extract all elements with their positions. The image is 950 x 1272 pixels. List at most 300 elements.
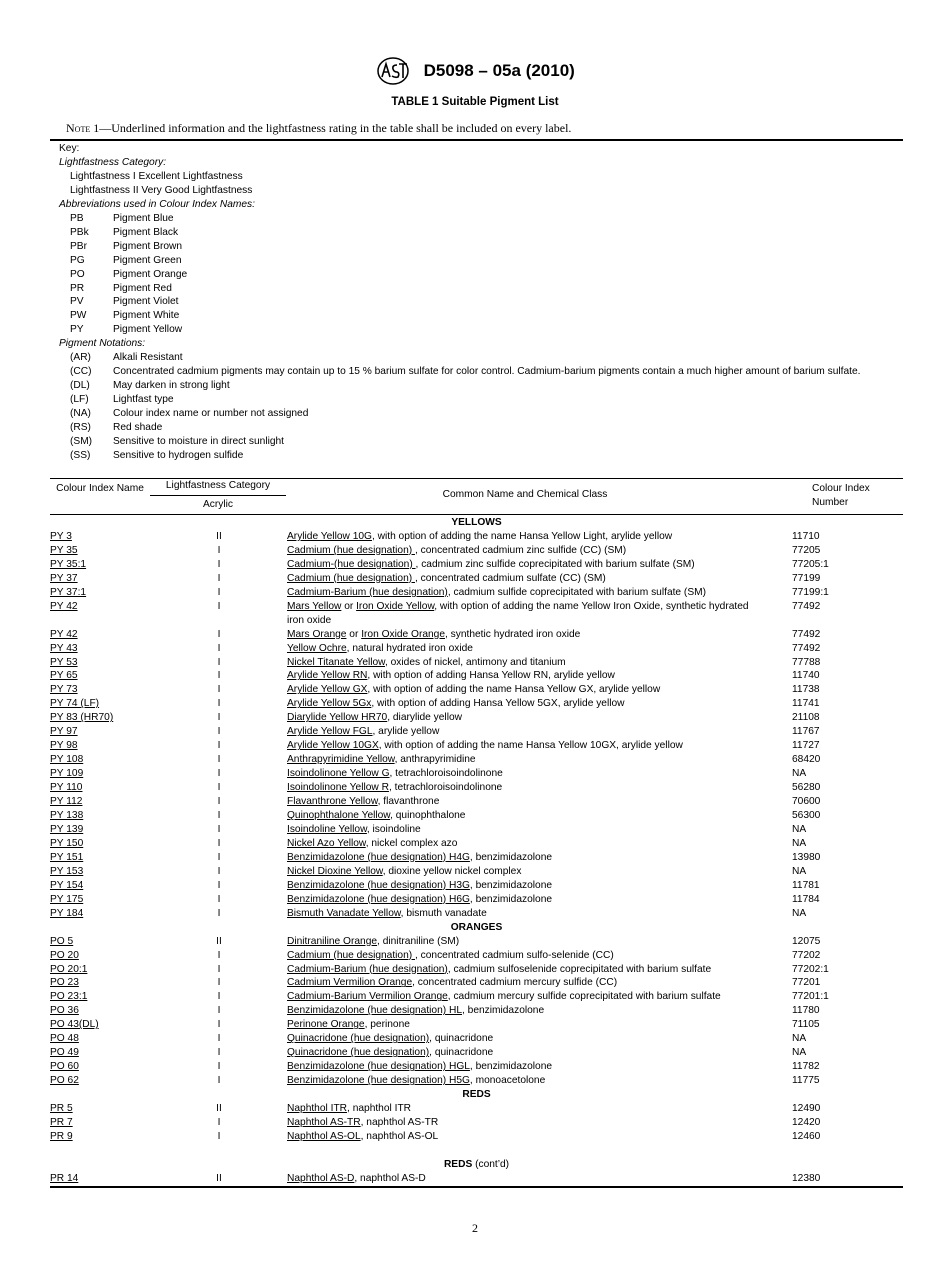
table-row xyxy=(50,711,903,725)
lightfastness-item: Lightfastness I Excellent Lightfastness xyxy=(70,170,243,182)
common-name-cell xyxy=(278,683,764,697)
lightfastness-category: I xyxy=(217,1130,221,1142)
table-row xyxy=(50,1116,903,1130)
table-row xyxy=(50,1102,903,1116)
common-name: Diarylide Yellow HR70 xyxy=(287,712,388,724)
lightfastness-category: I xyxy=(217,572,221,584)
colour-index-name: PR 5 xyxy=(50,1103,73,1115)
lightfastness-category: I xyxy=(217,851,221,863)
table-row xyxy=(50,725,903,739)
lightfastness-category: I xyxy=(217,544,221,556)
common-name: Cadmium Vermilion Orange xyxy=(287,977,413,989)
common-name: Arylide Yellow RN xyxy=(287,670,368,682)
lightfastness-item: Lightfastness II Very Good Lightfastness xyxy=(70,184,253,196)
chemical-class: , concentrated cadmium sulfate (CC) (SM) xyxy=(414,572,606,584)
colour-index-name: PY 42 xyxy=(50,600,78,612)
chemical-class: , benzimidazolone xyxy=(469,851,553,863)
header-bottom-rule xyxy=(50,514,903,515)
table-row xyxy=(50,907,903,921)
common-name: Benzimidazolone (hue designation) HL xyxy=(287,1005,462,1017)
table-title: TABLE 1 Suitable Pigment List xyxy=(391,96,559,108)
colour-index-number: 11738 xyxy=(792,684,820,696)
common-name: Arylide Yellow GX xyxy=(287,684,368,696)
colour-index-name: PY 150 xyxy=(50,837,84,849)
chemical-class: , naphthol AS-TR xyxy=(360,1116,439,1128)
chemical-class: , arylide yellow xyxy=(372,726,440,738)
colour-index-name: PY 65 xyxy=(50,670,78,682)
colour-index-name: PY 83 (HR70) xyxy=(50,712,114,724)
common-name-cell xyxy=(278,837,764,851)
common-name-cell xyxy=(278,865,764,879)
page-number: 2 xyxy=(472,1221,478,1235)
document-header xyxy=(0,56,950,86)
colour-index-name: PO 5 xyxy=(50,935,74,947)
notation-text: Sensitive to hydrogen sulfide xyxy=(113,449,244,461)
lightfastness-category: I xyxy=(217,949,221,961)
common-name-cell xyxy=(278,600,764,628)
common-name: Mars Yellow xyxy=(287,600,342,612)
abbreviation-code: PW xyxy=(70,310,87,322)
notation-code: (SM) xyxy=(70,436,93,448)
col-header-colour-index-number: Colour Index Number xyxy=(812,483,870,508)
chemical-class: , with option of adding the name Hansa Yellow 10GX, arylide yellow xyxy=(378,740,683,752)
common-name-cell xyxy=(278,976,764,990)
colour-index-number: 68420 xyxy=(792,754,821,766)
lightfastness-category: I xyxy=(217,963,221,975)
common-name: Naphthol AS-OL xyxy=(287,1130,361,1142)
common-name-cell xyxy=(278,697,764,711)
table-row xyxy=(50,628,903,642)
notation-code: (LF) xyxy=(70,394,89,406)
common-name: Perinone Orange xyxy=(287,1019,365,1031)
colour-index-number: 11780 xyxy=(792,1005,820,1017)
colour-index-name: PY 98 xyxy=(50,740,78,752)
table-note xyxy=(66,121,571,136)
note-text: —Underlined information and the lightfastness rating in the table shall be included on every label. xyxy=(99,121,572,135)
colour-index-number: NA xyxy=(792,1033,807,1045)
section-heading xyxy=(50,1088,903,1102)
common-name-cell xyxy=(278,851,764,865)
table-row xyxy=(50,1060,903,1074)
colour-index-name: PO 23 xyxy=(50,977,79,989)
col-header-acrylic: Acrylic xyxy=(203,499,233,510)
lightfastness-category: I xyxy=(217,837,221,849)
lightfastness-category: I xyxy=(217,600,221,612)
colour-index-number: 11740 xyxy=(792,670,820,682)
chemical-class: , concentrated cadmium sulfo-selenide (CC) xyxy=(414,949,614,961)
chemical-class: , monoacetolone xyxy=(469,1075,546,1087)
abbreviation-text: Pigment Green xyxy=(113,254,182,266)
notation-text: Concentrated cadmium pigments may contain up to 15 % barium sulfate for color control. Cadmium-barium pigments contain a much higher amount of barium sulfate. xyxy=(113,366,861,378)
common-name: Anthrapyrimidine Yellow xyxy=(287,754,395,766)
common-name: Benzimidazolone (hue designation) H5G xyxy=(287,1075,470,1087)
colour-index-number: 77492 xyxy=(792,628,821,640)
col-header-common-name: Common Name and Chemical Class xyxy=(442,489,608,500)
lightfastness-category: I xyxy=(217,628,221,640)
common-name-cell xyxy=(278,767,764,781)
section-title: REDS xyxy=(443,1158,473,1170)
abbreviation-row xyxy=(59,226,899,240)
chemical-class: , flavanthrone xyxy=(377,796,440,808)
common-name-cell xyxy=(278,1074,764,1088)
table-row xyxy=(50,656,903,670)
common-name: Cadmium-Barium Vermilion Orange xyxy=(287,991,448,1003)
common-name-cell xyxy=(278,739,764,753)
colour-index-name: PY 154 xyxy=(50,879,84,891)
common-name: Nickel Dioxine Yellow xyxy=(287,865,383,877)
colour-index-number: 11727 xyxy=(792,740,820,752)
chemical-class: , quinacridone xyxy=(429,1033,494,1045)
chemical-class: , with option of adding the name Yellow Iron Oxide, synthetic hydrated iron oxide xyxy=(287,600,749,626)
chemical-class: , natural hydrated iron oxide xyxy=(346,642,473,654)
abbreviation-code: PV xyxy=(70,296,84,308)
colour-index-number: 11767 xyxy=(792,726,820,738)
common-name-cell xyxy=(278,935,764,949)
lightfastness-category: I xyxy=(217,865,221,877)
colour-index-number: 77205:1 xyxy=(792,558,829,570)
notation-row xyxy=(59,379,899,393)
chemical-class: , naphthol AS-D xyxy=(354,1172,426,1184)
chemical-class: , naphthol AS-OL xyxy=(360,1130,439,1142)
lightfastness-category: I xyxy=(217,586,221,598)
table-row xyxy=(50,935,903,949)
abbreviation-text: Pigment Black xyxy=(113,226,179,238)
key-block xyxy=(59,142,899,463)
abbreviations-heading: Abbreviations used in Colour Index Names: xyxy=(59,198,255,210)
colour-index-number: 77205 xyxy=(792,544,821,556)
colour-index-number: NA xyxy=(792,1047,807,1059)
notation-row xyxy=(59,435,899,449)
chemical-class: , tetrachloroisoindolinone xyxy=(389,768,503,780)
colour-index-number: 12075 xyxy=(792,935,821,947)
notation-code: (CC) xyxy=(70,366,92,378)
lightfastness-category: I xyxy=(217,740,221,752)
colour-index-name: PY 175 xyxy=(50,893,84,905)
notation-code: (RS) xyxy=(70,422,91,434)
common-name-cell xyxy=(278,907,764,921)
notation-code: (NA) xyxy=(70,408,91,420)
lightfastness-category: II xyxy=(216,1172,222,1184)
chemical-class: , dioxine yellow nickel complex xyxy=(382,865,522,877)
common-name-cell xyxy=(278,949,764,963)
chemical-class: , with option of adding the name Hansa Yellow Light, arylide yellow xyxy=(371,530,673,542)
section-title: YELLOWS xyxy=(451,517,502,528)
col-header-lightfastness: Lightfastness Category xyxy=(165,480,271,491)
lightfastness-category: I xyxy=(217,823,221,835)
abbreviation-code: PBk xyxy=(70,226,89,238)
colour-index-name: PO 36 xyxy=(50,1005,79,1017)
common-name-cell xyxy=(278,879,764,893)
colour-index-number: 77492 xyxy=(792,642,821,654)
bottom-rule xyxy=(50,1186,903,1188)
colour-index-number: 11741 xyxy=(792,698,820,710)
notation-code: (AR) xyxy=(70,352,91,364)
colour-index-number: 77788 xyxy=(792,656,821,668)
colour-index-name: PR 7 xyxy=(50,1116,73,1128)
abbreviation-row xyxy=(59,295,899,309)
colour-index-number: NA xyxy=(792,768,807,780)
table-row xyxy=(50,753,903,767)
section-heading xyxy=(50,1158,903,1172)
abbreviation-row xyxy=(59,212,899,226)
chemical-class: , isoindoline xyxy=(366,823,421,835)
table-header xyxy=(50,480,903,514)
abbreviation-code: PY xyxy=(70,324,84,336)
notation-text: Red shade xyxy=(113,422,163,434)
common-name-cell xyxy=(278,1018,764,1032)
colour-index-name: PY 3 xyxy=(50,530,72,542)
notation-text: Alkali Resistant xyxy=(113,352,183,364)
colour-index-name: PY 153 xyxy=(50,865,84,877)
note-label: Note 1 xyxy=(66,121,100,135)
common-name-cell xyxy=(278,990,764,1004)
lightfastness-category: I xyxy=(217,907,221,919)
common-name: Naphthol AS-D xyxy=(287,1172,355,1184)
notation-text: May darken in strong light xyxy=(113,380,230,392)
colour-index-name: PY 138 xyxy=(50,810,84,822)
common-name: Mars Orange xyxy=(287,628,347,640)
abbreviation-row xyxy=(59,268,899,282)
abbreviation-row xyxy=(59,323,899,337)
abbreviations-list xyxy=(59,212,899,338)
colour-index-name: PO 49 xyxy=(50,1047,79,1059)
table-row xyxy=(50,669,903,683)
colour-index-name: PY 37:1 xyxy=(50,586,87,598)
colour-index-name: PO 48 xyxy=(50,1033,79,1045)
common-name-joiner: or xyxy=(346,628,362,640)
lightfastness-category: I xyxy=(217,1019,221,1031)
colour-index-name: PY 151 xyxy=(50,851,84,863)
common-name-cell xyxy=(278,711,764,725)
common-name: Nickel Azo Yellow xyxy=(287,837,366,849)
table-row xyxy=(50,1032,903,1046)
common-name-cell xyxy=(278,823,764,837)
abbreviation-code: PO xyxy=(70,268,85,280)
common-name: Benzimidazolone (hue designation) H6G xyxy=(287,893,470,905)
colour-index-name: PY 108 xyxy=(50,754,84,766)
table-row xyxy=(50,1130,903,1144)
table-row xyxy=(50,865,903,879)
table-row xyxy=(50,586,903,600)
common-name: Arylide Yellow 5Gx xyxy=(287,698,372,710)
common-name-cell xyxy=(278,795,764,809)
chemical-class: , cadmium sulfide coprecipitated with barium sulfate (SM) xyxy=(447,586,706,598)
notation-row xyxy=(59,449,899,463)
lightfastness-category: I xyxy=(217,670,221,682)
lightfastness-category: I xyxy=(217,1047,221,1059)
colour-index-name: PY 73 xyxy=(50,684,78,696)
table-row xyxy=(50,572,903,586)
common-name: Cadmium (hue designation) xyxy=(287,949,415,961)
lightfastness-category: I xyxy=(217,1116,221,1128)
colour-index-number: 12380 xyxy=(792,1172,821,1184)
common-name-cell xyxy=(278,781,764,795)
lightfastness-category: I xyxy=(217,893,221,905)
common-name: Quinacridone (hue designation) xyxy=(287,1033,430,1045)
section-suffix: (cont’d) xyxy=(472,1158,510,1170)
lightfastness-category: I xyxy=(217,726,221,738)
colour-index-name: PO 23:1 xyxy=(50,991,88,1003)
colour-index-name: PY 43 xyxy=(50,642,78,654)
colour-index-name: PY 97 xyxy=(50,726,78,738)
notation-text: Lightfast type xyxy=(113,394,174,406)
common-name-cell xyxy=(278,725,764,739)
colour-index-name: PY 53 xyxy=(50,656,78,668)
abbreviation-text: Pigment Red xyxy=(113,282,172,294)
abbreviation-text: Pigment Yellow xyxy=(113,324,183,336)
common-name: Bismuth Vanadate Yellow xyxy=(287,907,401,919)
abbreviation-row xyxy=(59,282,899,296)
common-name: Yellow Ochre xyxy=(287,642,347,654)
chemical-class: , cadmium sulfoselenide coprecipitated with barium sulfate xyxy=(447,963,712,975)
colour-index-name: PY 112 xyxy=(50,796,83,808)
table-row xyxy=(50,809,903,823)
lightfastness-category: I xyxy=(217,768,221,780)
common-name-cell xyxy=(278,586,764,600)
common-name: Cadmium-Barium (hue designation) xyxy=(287,586,448,598)
chemical-class: , benzimidazolone xyxy=(469,1061,553,1073)
abbreviation-code: PBr xyxy=(70,240,87,252)
table-row xyxy=(50,530,903,544)
standard-designation: D5098 – 05a (2010) xyxy=(423,61,575,80)
common-name: Cadmium (hue designation) xyxy=(287,544,415,556)
common-name: Cadmium-Barium (hue designation) xyxy=(287,963,448,975)
chemical-class: , synthetic hydrated iron oxide xyxy=(445,628,581,640)
abbreviation-row xyxy=(59,254,899,268)
common-name-cell xyxy=(278,1060,764,1074)
colour-index-number: 77199 xyxy=(792,572,821,584)
common-name-cell xyxy=(278,669,764,683)
top-rule xyxy=(50,139,903,141)
chemical-class: , diarylide yellow xyxy=(387,712,462,724)
notation-row xyxy=(59,407,899,421)
colour-index-number: 12420 xyxy=(792,1116,821,1128)
common-name-alt: Iron Oxide Orange xyxy=(361,628,445,640)
table-row xyxy=(50,558,903,572)
colour-index-name: PO 60 xyxy=(50,1061,79,1073)
colour-index-name: PO 20 xyxy=(50,949,79,961)
common-name-cell xyxy=(278,753,764,767)
table-row xyxy=(50,642,903,656)
colour-index-number: 77202:1 xyxy=(792,963,829,975)
common-name: Arylide Yellow FGL xyxy=(287,726,373,738)
common-name: Isoindolinone Yellow R xyxy=(287,782,389,794)
lightfastness-category: I xyxy=(217,810,221,822)
notations-list xyxy=(59,351,899,463)
abbreviation-row xyxy=(59,309,899,323)
lightfastness-category: I xyxy=(217,754,221,766)
chemical-class: , with option of adding the name Hansa Yellow GX, arylide yellow xyxy=(367,684,661,696)
table-row xyxy=(50,1018,903,1032)
colour-index-number: 12490 xyxy=(792,1103,821,1115)
table-row xyxy=(50,781,903,795)
colour-index-name: PY 139 xyxy=(50,823,84,835)
chemical-class: , benzimidazolone xyxy=(462,1005,545,1017)
lightfastness-category: I xyxy=(217,991,221,1003)
table-body xyxy=(50,516,903,1186)
common-name-cell xyxy=(278,1046,764,1060)
common-name: Naphthol AS-TR xyxy=(287,1116,361,1128)
table-row xyxy=(50,683,903,697)
common-name-cell xyxy=(278,530,764,544)
lightfastness-category: I xyxy=(217,977,221,989)
chemical-class: , naphthol ITR xyxy=(347,1103,412,1115)
common-name-cell xyxy=(278,1004,764,1018)
common-name: Benzimidazolone (hue designation) HGL xyxy=(287,1061,470,1073)
chemical-class: , perinone xyxy=(364,1019,410,1031)
colour-index-name: PO 62 xyxy=(50,1075,79,1087)
common-name: Dinitraniline Orange xyxy=(287,935,378,947)
colour-index-number: NA xyxy=(792,823,807,835)
chemical-class: , with option of adding Hansa Yellow 5GX, arylide yellow xyxy=(371,698,625,710)
colour-index-name: PY 35 xyxy=(50,544,78,556)
lightfastness-category: I xyxy=(217,782,221,794)
notation-code: (SS) xyxy=(70,449,91,461)
colour-index-number: NA xyxy=(792,865,807,877)
colour-index-name: PO 20:1 xyxy=(50,963,88,975)
abbreviation-text: Pigment Brown xyxy=(113,240,183,252)
notation-code: (DL) xyxy=(70,380,90,392)
table-row xyxy=(50,823,903,837)
colour-index-name: PO 43(DL) xyxy=(50,1019,99,1031)
abbreviation-text: Pigment White xyxy=(113,310,180,322)
chemical-class: , cadmium mercury sulfide coprecipitated with barium sulfate xyxy=(447,991,721,1003)
chemical-class: , bismuth vanadate xyxy=(400,907,487,919)
colour-index-number: 56280 xyxy=(792,782,821,794)
common-name-cell xyxy=(278,572,764,586)
table-row xyxy=(50,879,903,893)
common-name-cell xyxy=(278,628,764,642)
common-name: Arylide Yellow 10G xyxy=(287,530,372,542)
colour-index-name: PY 110 xyxy=(50,782,83,794)
chemical-class: , benzimidazolone xyxy=(469,893,553,905)
notation-row xyxy=(59,421,899,435)
table-row xyxy=(50,949,903,963)
abbreviation-code: PG xyxy=(70,254,85,266)
common-name-cell xyxy=(278,656,764,670)
common-name-cell xyxy=(278,893,764,907)
common-name-cell xyxy=(278,544,764,558)
table-row xyxy=(50,990,903,1004)
lightfastness-category: I xyxy=(217,642,221,654)
common-name-cell xyxy=(278,1102,764,1116)
colour-index-number: 21108 xyxy=(792,712,820,724)
astm-logo-icon xyxy=(375,56,411,86)
colour-index-number: 77492 xyxy=(792,600,821,612)
colour-index-number: 11775 xyxy=(792,1075,820,1087)
colour-index-name: PY 184 xyxy=(50,907,84,919)
table-row xyxy=(50,739,903,753)
chemical-class: , nickel complex azo xyxy=(365,837,458,849)
header-top-rule xyxy=(50,478,903,479)
colour-index-number: 77201 xyxy=(792,977,821,989)
colour-index-name: PY 37 xyxy=(50,572,78,584)
common-name-alt: Iron Oxide Yellow xyxy=(356,600,435,612)
lightfastness-heading: Lightfastness Category: xyxy=(59,156,167,168)
notation-text: Colour index name or number not assigned xyxy=(113,408,309,420)
section-heading xyxy=(50,516,903,530)
lightfastness-category: I xyxy=(217,1005,221,1017)
lightfastness-category: I xyxy=(217,879,221,891)
abbreviation-text: Pigment Orange xyxy=(113,268,188,280)
table-row xyxy=(50,600,903,628)
section-heading xyxy=(50,921,903,935)
common-name: Flavanthrone Yellow xyxy=(287,796,378,808)
chemical-class: , quinophthalone xyxy=(390,810,466,822)
chemical-class: , quinacridone xyxy=(429,1047,494,1059)
section-title: ORANGES xyxy=(450,921,503,933)
common-name-cell xyxy=(278,1172,764,1186)
